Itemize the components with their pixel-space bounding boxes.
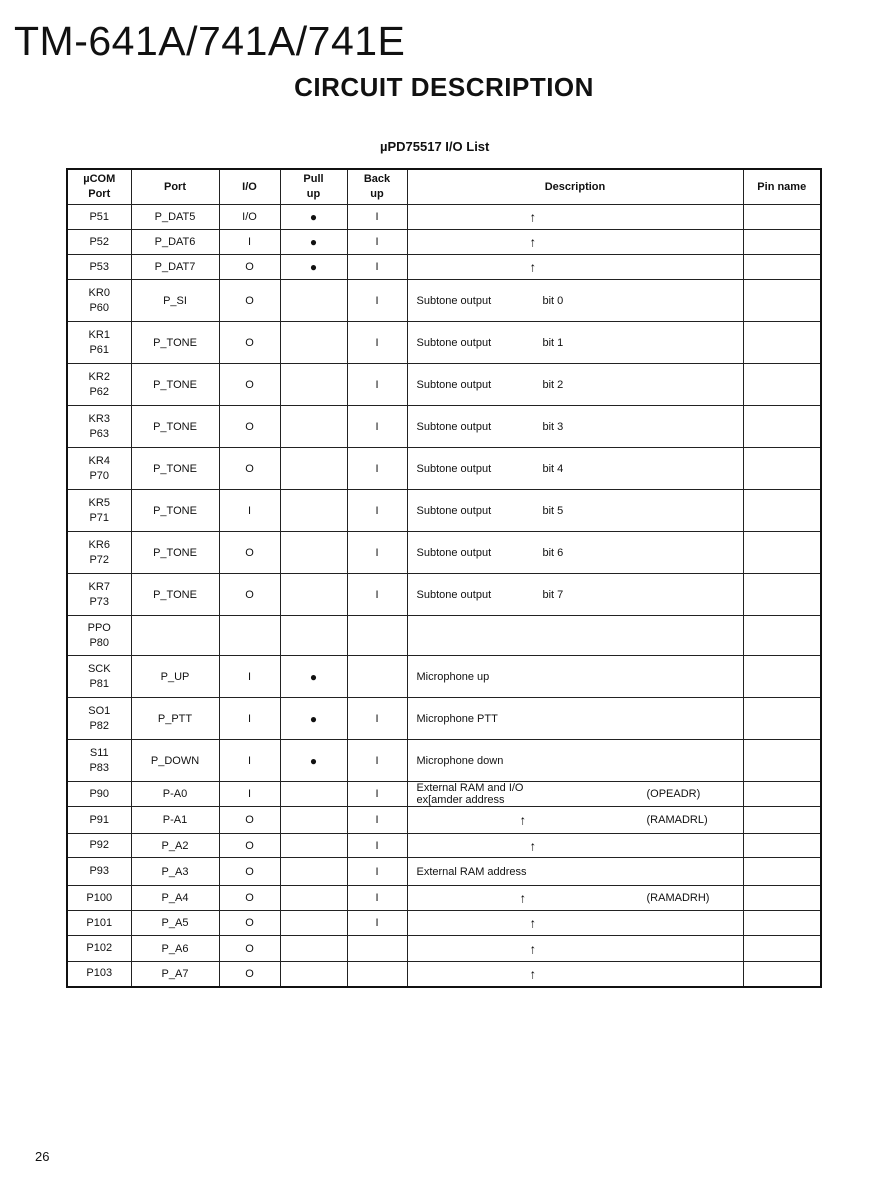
pull-up-dot: ● [309, 753, 318, 768]
cell-pin-name [743, 406, 821, 448]
cell-port: P-A0 [131, 782, 219, 807]
cell-back-up [347, 230, 407, 255]
cell-io: I [219, 782, 280, 807]
table-row [67, 532, 821, 574]
cell-pin-name [743, 230, 821, 255]
cell-pin-name [743, 448, 821, 490]
cell-back-up [347, 962, 407, 987]
cell-port: P_A3 [131, 858, 219, 886]
cell-port: P_A6 [131, 936, 219, 962]
cell-back-up [347, 280, 407, 322]
cell-io: O [219, 936, 280, 962]
cell-pull-up [280, 532, 347, 574]
cell-description [407, 255, 743, 280]
description-note: (OPEADR) [646, 788, 701, 800]
cell-description [407, 205, 743, 230]
col-header-io: I/O [219, 169, 280, 205]
model-title: TM-641A/741A/741E [14, 18, 406, 64]
ucom-port-line: P93 [89, 865, 110, 877]
cell-back-up [347, 448, 407, 490]
description-text: Subtone output [416, 294, 492, 307]
cell-io: O [219, 280, 280, 322]
description-bit: bit 0 [542, 294, 564, 307]
description-bit: bit 1 [542, 336, 564, 349]
table-row [67, 911, 821, 936]
up-arrow-icon: ↑ [529, 209, 536, 225]
cell-io: O [219, 322, 280, 364]
cell-ucom-port [67, 205, 131, 230]
up-arrow-icon: ↑ [519, 812, 526, 828]
cell-pin-name [743, 858, 821, 886]
description-text: Subtone output [416, 462, 492, 475]
cell-pin-name [743, 322, 821, 364]
ucom-port-line: KR7 [88, 580, 110, 593]
cell-ucom-port [67, 858, 131, 886]
cell-description [407, 406, 743, 448]
table-row [67, 858, 821, 886]
cell-back-up [347, 911, 407, 936]
cell-ucom-port [67, 406, 131, 448]
description-text: Subtone output [416, 546, 492, 559]
back-up-mark: I [375, 839, 379, 852]
cell-description [407, 280, 743, 322]
col-header-pull-up [280, 169, 347, 205]
cell-back-up [347, 616, 407, 656]
up-arrow-icon: ↑ [529, 941, 536, 956]
col-header-line: Back [363, 173, 391, 185]
cell-io: O [219, 807, 280, 834]
ucom-port-line: P52 [89, 235, 110, 248]
back-up-mark: I [375, 236, 379, 248]
cell-io: O [219, 574, 280, 616]
ucom-port-line: P90 [89, 787, 110, 800]
cell-port: P_DAT5 [131, 205, 219, 230]
description-text: Subtone output [416, 420, 492, 433]
ucom-port-line: P72 [89, 553, 110, 566]
cell-description [407, 886, 743, 911]
cell-pull-up [280, 656, 347, 698]
pull-up-dot: ● [309, 210, 318, 224]
cell-pull-up [280, 698, 347, 740]
cell-ucom-port [67, 280, 131, 322]
cell-back-up [347, 858, 407, 886]
cell-pin-name [743, 616, 821, 656]
cell-pull-up [280, 255, 347, 280]
cell-port: P_TONE [131, 574, 219, 616]
cell-back-up [347, 490, 407, 532]
table-caption: µPD75517 I/O List [380, 139, 490, 154]
pull-up-dot: ● [309, 711, 318, 726]
cell-io: O [219, 962, 280, 987]
table-row [67, 406, 821, 448]
ucom-port-line: KR0 [88, 286, 110, 299]
table-row [67, 886, 821, 911]
back-up-mark: I [375, 814, 379, 826]
cell-ucom-port [67, 490, 131, 532]
cell-port: P_A2 [131, 834, 219, 858]
cell-port: P_TONE [131, 406, 219, 448]
ucom-port-line: SCK [87, 662, 111, 675]
cell-port: P_A7 [131, 962, 219, 987]
ucom-port-line: P63 [89, 427, 110, 440]
cell-port: P_A5 [131, 911, 219, 936]
pull-up-dot: ● [309, 669, 318, 684]
ucom-port-line: S11 [89, 746, 109, 759]
description-note: (RAMADRL) [646, 814, 708, 826]
cell-ucom-port [67, 936, 131, 962]
cell-io: O [219, 532, 280, 574]
col-header-description: Description [407, 169, 743, 205]
cell-io: O [219, 886, 280, 911]
cell-back-up [347, 364, 407, 406]
back-up-mark: I [375, 546, 379, 559]
cell-port: P_DAT7 [131, 255, 219, 280]
col-header-line: Pull [303, 173, 324, 185]
cell-back-up [347, 740, 407, 782]
cell-pull-up [280, 490, 347, 532]
ucom-port-line: P81 [89, 677, 110, 690]
cell-description [407, 962, 743, 987]
description-bit: bit 2 [542, 378, 564, 391]
table-row [67, 936, 821, 962]
pull-up-dot: ● [309, 260, 318, 274]
ucom-port-line: KR1 [88, 328, 110, 341]
cell-ucom-port [67, 911, 131, 936]
description-text: Subtone output [416, 504, 492, 517]
back-up-mark: I [375, 712, 379, 725]
cell-pin-name [743, 782, 821, 807]
cell-port: P_DOWN [131, 740, 219, 782]
back-up-mark: I [375, 336, 379, 349]
section-title-text: CIRCUIT DESCRIPTION [294, 72, 594, 102]
table-row [67, 574, 821, 616]
cell-pin-name [743, 280, 821, 322]
cell-pin-name [743, 807, 821, 834]
ucom-port-line: P91 [89, 813, 110, 826]
cell-port: P_TONE [131, 364, 219, 406]
cell-pin-name [743, 490, 821, 532]
cell-description [407, 698, 743, 740]
back-up-mark: I [375, 462, 379, 475]
cell-pull-up [280, 616, 347, 656]
cell-back-up [347, 255, 407, 280]
cell-ucom-port [67, 322, 131, 364]
table-row [67, 230, 821, 255]
cell-io: O [219, 406, 280, 448]
cell-ucom-port [67, 364, 131, 406]
back-up-mark: I [375, 865, 379, 878]
cell-description [407, 834, 743, 858]
ucom-port-line: SO1 [88, 704, 111, 717]
cell-port [131, 616, 219, 656]
cell-description [407, 574, 743, 616]
ucom-port-line: P61 [89, 343, 110, 356]
ucom-port-line: KR4 [88, 454, 110, 467]
ucom-port-line: P80 [89, 636, 110, 649]
cell-back-up [347, 406, 407, 448]
io-list-table [66, 168, 822, 988]
cell-back-up [347, 574, 407, 616]
cell-pull-up [280, 782, 347, 807]
cell-pull-up [280, 280, 347, 322]
back-up-mark: I [375, 211, 379, 223]
cell-pin-name [743, 698, 821, 740]
cell-port: P-A1 [131, 807, 219, 834]
description-bit: bit 5 [542, 504, 564, 517]
back-up-mark: I [375, 378, 379, 391]
ucom-port-line: P51 [89, 210, 110, 223]
up-arrow-icon: ↑ [529, 259, 536, 275]
cell-pull-up [280, 936, 347, 962]
cell-io: I [219, 230, 280, 255]
cell-back-up [347, 782, 407, 807]
up-arrow-icon: ↑ [529, 966, 536, 982]
cell-pin-name [743, 834, 821, 858]
cell-description [407, 364, 743, 406]
cell-pull-up [280, 911, 347, 936]
ucom-port-line: KR6 [88, 538, 110, 551]
ucom-port-line: P101 [86, 916, 113, 929]
cell-pin-name [743, 532, 821, 574]
table-row [67, 205, 821, 230]
description-note: (RAMADRH) [646, 892, 710, 904]
cell-ucom-port [67, 782, 131, 807]
col-header-line: µCOM [83, 173, 116, 185]
cell-pull-up [280, 574, 347, 616]
cell-description [407, 230, 743, 255]
cell-ucom-port [67, 448, 131, 490]
ucom-port-line: P73 [89, 595, 110, 608]
cell-port: P_TONE [131, 322, 219, 364]
cell-port: P_UP [131, 656, 219, 698]
cell-back-up [347, 532, 407, 574]
ucom-port-line: P103 [86, 967, 113, 980]
up-arrow-icon: ↑ [519, 890, 526, 906]
cell-back-up [347, 656, 407, 698]
cell-pull-up [280, 858, 347, 886]
cell-port: P_TONE [131, 448, 219, 490]
cell-io: I [219, 656, 280, 698]
description-bit: bit 6 [542, 546, 564, 559]
description-text: External RAM and I/O ex[amder address [416, 782, 524, 806]
ucom-port-line: P53 [89, 260, 110, 273]
cell-pull-up [280, 364, 347, 406]
cell-back-up [347, 834, 407, 858]
cell-port: P_DAT6 [131, 230, 219, 255]
cell-io: O [219, 255, 280, 280]
cell-ucom-port [67, 616, 131, 656]
back-up-mark: I [375, 588, 379, 601]
section-title [0, 72, 884, 103]
cell-back-up [347, 807, 407, 834]
cell-io: O [219, 858, 280, 886]
cell-ucom-port [67, 834, 131, 858]
description-text: External RAM address [416, 865, 527, 878]
cell-description [407, 740, 743, 782]
back-up-mark: I [375, 917, 379, 929]
cell-back-up [347, 886, 407, 911]
cell-ucom-port [67, 230, 131, 255]
cell-port: P_TONE [131, 490, 219, 532]
cell-pull-up [280, 205, 347, 230]
table-row [67, 834, 821, 858]
col-header-ucom-port [67, 169, 131, 205]
cell-io: I [219, 490, 280, 532]
description-bit: bit 3 [542, 420, 564, 433]
cell-ucom-port [67, 886, 131, 911]
cell-description [407, 858, 743, 886]
table-row [67, 782, 821, 807]
cell-ucom-port [67, 656, 131, 698]
col-header-back-up [347, 169, 407, 205]
col-header-port: Port [131, 169, 219, 205]
back-up-mark: I [375, 294, 379, 307]
cell-io: I [219, 740, 280, 782]
cell-ucom-port [67, 698, 131, 740]
description-text: Microphone down [416, 754, 504, 767]
cell-ucom-port [67, 962, 131, 987]
cell-pin-name [743, 962, 821, 987]
cell-back-up [347, 936, 407, 962]
ucom-port-line: P92 [89, 839, 110, 851]
back-up-mark: I [375, 420, 379, 433]
cell-pin-name [743, 886, 821, 911]
cell-pin-name [743, 255, 821, 280]
cell-pull-up [280, 322, 347, 364]
description-text: Microphone up [416, 670, 490, 683]
cell-pin-name [743, 574, 821, 616]
cell-pull-up [280, 807, 347, 834]
table-row [67, 656, 821, 698]
cell-port: P_PTT [131, 698, 219, 740]
cell-io [219, 616, 280, 656]
cell-pin-name [743, 911, 821, 936]
cell-ucom-port [67, 532, 131, 574]
table-row [67, 448, 821, 490]
cell-description [407, 782, 743, 807]
cell-ucom-port [67, 574, 131, 616]
table-row [67, 364, 821, 406]
cell-io: O [219, 364, 280, 406]
cell-pin-name [743, 936, 821, 962]
cell-port: P_A4 [131, 886, 219, 911]
cell-pull-up [280, 740, 347, 782]
back-up-mark: I [375, 892, 379, 904]
table-row [67, 490, 821, 532]
table-row [67, 255, 821, 280]
description-bit: bit 7 [542, 588, 564, 601]
cell-ucom-port [67, 807, 131, 834]
cell-io: I/O [219, 205, 280, 230]
ucom-port-line: P71 [89, 511, 110, 524]
cell-back-up [347, 322, 407, 364]
ucom-port-line: KR2 [88, 370, 110, 383]
cell-ucom-port [67, 740, 131, 782]
cell-io: I [219, 698, 280, 740]
cell-pull-up [280, 834, 347, 858]
table-row [67, 322, 821, 364]
back-up-mark: I [375, 504, 379, 517]
description-text: Subtone output [416, 336, 492, 349]
cell-description [407, 807, 743, 834]
cell-description [407, 656, 743, 698]
cell-ucom-port [67, 255, 131, 280]
ucom-port-line: P60 [89, 301, 110, 314]
up-arrow-icon: ↑ [529, 234, 536, 250]
ucom-port-line: P102 [86, 942, 113, 954]
description-text: Microphone PTT [416, 712, 498, 725]
cell-io: O [219, 448, 280, 490]
cell-port: P_SI [131, 280, 219, 322]
back-up-mark: I [375, 261, 379, 273]
description-bit: bit 4 [542, 462, 564, 475]
cell-pin-name [743, 740, 821, 782]
ucom-port-line: KR5 [88, 496, 110, 509]
pull-up-dot: ● [309, 235, 318, 249]
page-number: 26 [35, 1149, 50, 1164]
ucom-port-line: KR3 [88, 412, 110, 425]
cell-pin-name [743, 364, 821, 406]
ucom-port-line: P100 [86, 891, 113, 904]
cell-description [407, 936, 743, 962]
cell-pull-up [280, 962, 347, 987]
table-row [67, 698, 821, 740]
col-header-pin-name: Pin name [743, 169, 821, 205]
cell-pull-up [280, 230, 347, 255]
cell-description [407, 532, 743, 574]
table-row [67, 962, 821, 987]
ucom-port-line: P82 [89, 719, 110, 732]
cell-pull-up [280, 448, 347, 490]
col-header-line: up [306, 188, 321, 200]
description-text: Subtone output [416, 588, 492, 601]
cell-back-up [347, 698, 407, 740]
table-row [67, 807, 821, 834]
ucom-port-line: PPO [87, 621, 111, 634]
cell-description [407, 448, 743, 490]
col-header-line: Port [88, 188, 111, 200]
up-arrow-icon: ↑ [529, 838, 536, 853]
cell-pin-name [743, 205, 821, 230]
ucom-port-line: P83 [89, 761, 110, 774]
ucom-port-line: P62 [89, 385, 110, 398]
cell-io: O [219, 911, 280, 936]
cell-pin-name [743, 656, 821, 698]
table-header-row [67, 169, 821, 205]
up-arrow-icon: ↑ [529, 915, 536, 931]
cell-description [407, 911, 743, 936]
description-text: Subtone output [416, 378, 492, 391]
cell-pull-up [280, 886, 347, 911]
table-row [67, 740, 821, 782]
table-row [67, 280, 821, 322]
col-header-line: up [370, 188, 384, 200]
cell-io: O [219, 834, 280, 858]
cell-port: P_TONE [131, 532, 219, 574]
cell-pull-up [280, 406, 347, 448]
table-row [67, 616, 821, 656]
cell-description [407, 490, 743, 532]
cell-description [407, 616, 743, 656]
cell-back-up [347, 205, 407, 230]
back-up-mark: I [375, 788, 379, 800]
back-up-mark: I [375, 754, 379, 767]
cell-description [407, 322, 743, 364]
ucom-port-line: P70 [89, 469, 110, 482]
